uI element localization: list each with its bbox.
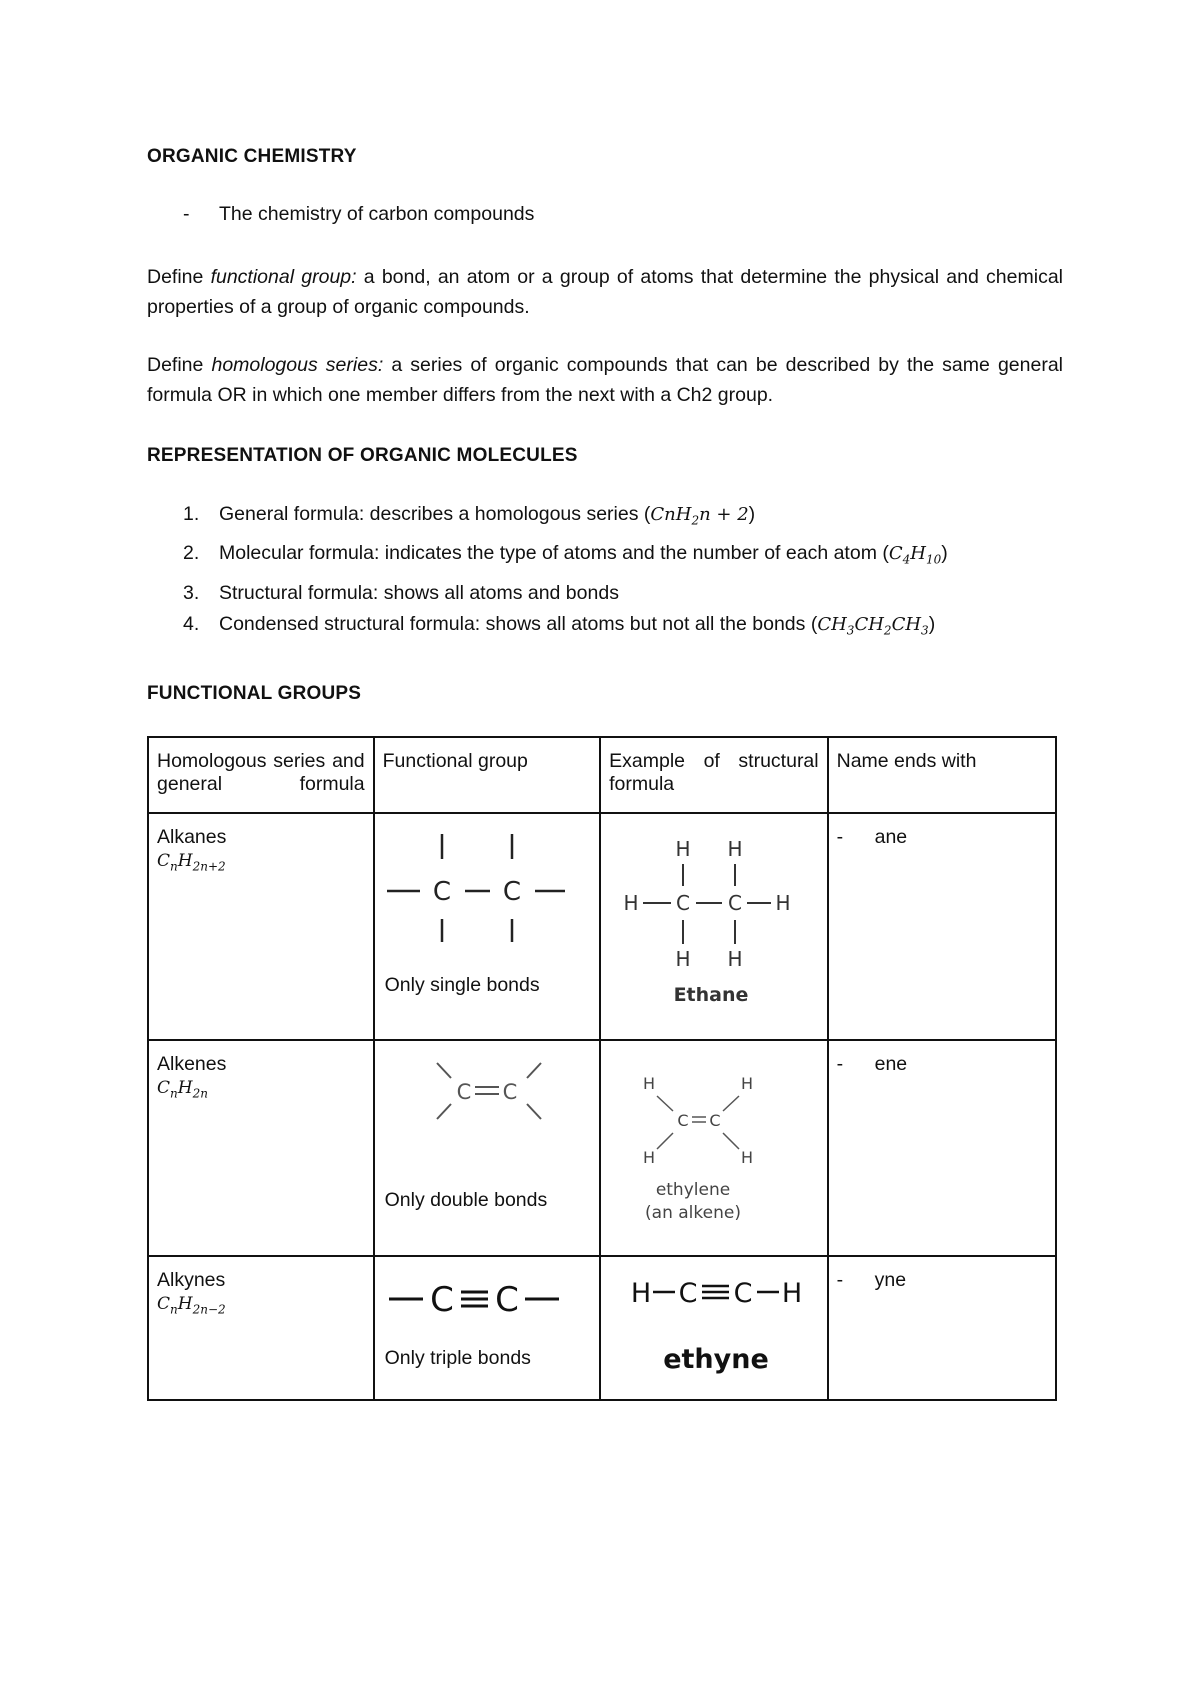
example-caption: ethyne bbox=[663, 1344, 769, 1375]
ethylene-structure-diagram bbox=[601, 1041, 827, 1255]
functional-group-caption: Only triple bonds bbox=[384, 1347, 531, 1369]
triple-bond-structure-diagram bbox=[375, 1257, 600, 1327]
general-formula: $C_nH_{2n+2}$ bbox=[157, 851, 226, 874]
example-caption: (an alkene) bbox=[645, 1203, 742, 1223]
ending-cell: - ane bbox=[828, 813, 1056, 1040]
svg-text:H: H bbox=[741, 1148, 754, 1167]
list-item: 2. Molecular formula: indicates the type of atoms and the number of each atom $(C_4H_{10})$ bbox=[183, 542, 948, 567]
series-name: Alkenes bbox=[157, 1053, 227, 1075]
ending-text: ane bbox=[874, 826, 908, 848]
page-title: ORGANIC CHEMISTRY bbox=[147, 146, 357, 167]
table-header-row bbox=[148, 737, 1056, 813]
intro-bullet: The chemistry of carbon compounds bbox=[219, 203, 535, 225]
term-functional-group: functional group: bbox=[210, 266, 357, 288]
svg-text:C: C bbox=[502, 1080, 517, 1104]
list-item: 1. General formula: describes a homologous series (CnH$_2$n + 2) bbox=[183, 503, 756, 528]
header-cell: Example of structural formula bbox=[600, 737, 827, 813]
section-heading-functional-groups: FUNCTIONAL GROUPS bbox=[147, 683, 362, 704]
ethane-structure-diagram bbox=[601, 814, 827, 1039]
definition-homologous-series: Define homologous series: a series of organic compounds that can be described by the same general formula OR in which one member differs from the next with a Ch2 group. bbox=[147, 354, 1064, 406]
svg-text:H: H bbox=[675, 947, 691, 971]
list-item: 3. Structural formula: shows all atoms and bonds bbox=[183, 582, 619, 604]
ending-text: yne bbox=[874, 1269, 907, 1291]
table-row bbox=[148, 1040, 1056, 1256]
svg-text:C: C bbox=[494, 1280, 519, 1320]
svg-text:H: H bbox=[643, 1148, 656, 1167]
svg-text:C: C bbox=[677, 1111, 689, 1130]
svg-text:C: C bbox=[429, 1280, 454, 1320]
term-homologous-series: homologous series: bbox=[211, 354, 384, 376]
table-row bbox=[148, 813, 1056, 1040]
example-cell bbox=[600, 1040, 827, 1256]
series-cell bbox=[148, 813, 374, 1040]
svg-text:H: H bbox=[630, 1278, 652, 1309]
single-bond-structure-diagram bbox=[375, 814, 600, 964]
svg-text:H: H bbox=[775, 891, 791, 915]
example-cell bbox=[600, 1256, 827, 1400]
table-row bbox=[148, 1256, 1056, 1400]
functional-group-cell bbox=[374, 813, 601, 1040]
double-bond-structure-diagram bbox=[375, 1041, 600, 1161]
series-cell bbox=[148, 1040, 374, 1256]
ending-cell: - yne bbox=[828, 1256, 1056, 1400]
functional-group-caption: Only single bonds bbox=[384, 974, 540, 996]
condensed-formula-math: $CH_3CH_2CH_3$ bbox=[817, 614, 929, 638]
functional-group-cell bbox=[374, 1256, 601, 1400]
svg-text:C: C bbox=[456, 1080, 471, 1104]
molecular-formula-math: $C_4H_{10}$ bbox=[888, 543, 942, 567]
series-name: Alkanes bbox=[157, 826, 227, 848]
functional-group-caption: Only double bonds bbox=[384, 1189, 548, 1211]
svg-text:C: C bbox=[728, 891, 743, 915]
svg-text:H: H bbox=[781, 1278, 803, 1309]
svg-text:H: H bbox=[643, 1074, 656, 1093]
general-formula-math: CnH$_2$n + 2 bbox=[650, 504, 749, 528]
example-caption: Ethane bbox=[673, 984, 749, 1006]
svg-text:C: C bbox=[502, 877, 521, 907]
example-cell bbox=[600, 813, 827, 1040]
definition-functional-group: Define functional group: a bond, an atom or a group of atoms that determine the physical and chemical properties of a group of organic compounds. bbox=[147, 266, 1063, 318]
svg-text:H: H bbox=[741, 1074, 754, 1093]
general-formula: $C_nH_{2n}$ bbox=[157, 1078, 208, 1101]
functional-group-cell bbox=[374, 1040, 601, 1256]
general-formula: $C_nH_{2n-2}$ bbox=[157, 1294, 226, 1317]
bullet-dash: - bbox=[183, 203, 190, 225]
svg-text:H: H bbox=[623, 891, 639, 915]
series-cell bbox=[148, 1256, 374, 1400]
svg-text:C: C bbox=[709, 1111, 721, 1130]
header-cell: Name ends with bbox=[828, 737, 1056, 813]
svg-text:H: H bbox=[675, 837, 691, 861]
ending-cell: - ene bbox=[828, 1040, 1056, 1256]
section-heading-representation: REPRESENTATION OF ORGANIC MOLECULES bbox=[147, 445, 578, 466]
svg-text:H: H bbox=[727, 947, 743, 971]
ethyne-structure-diagram bbox=[601, 1257, 827, 1399]
list-item: 4. Condensed structural formula: shows all atoms but not all the bonds $(CH_3CH_2CH_3)$ bbox=[183, 613, 936, 638]
svg-text:C: C bbox=[733, 1278, 753, 1309]
svg-text:C: C bbox=[676, 891, 691, 915]
example-caption: ethylene bbox=[655, 1180, 731, 1200]
svg-text:H: H bbox=[727, 837, 743, 861]
ending-text: ene bbox=[874, 1053, 908, 1075]
series-name: Alkynes bbox=[157, 1269, 226, 1291]
svg-text:C: C bbox=[678, 1278, 698, 1309]
header-cell: Homologous series and general formula bbox=[148, 737, 374, 813]
svg-text:C: C bbox=[432, 877, 451, 907]
header-cell: Functional group bbox=[374, 737, 601, 813]
functional-groups-table bbox=[147, 736, 1057, 1401]
